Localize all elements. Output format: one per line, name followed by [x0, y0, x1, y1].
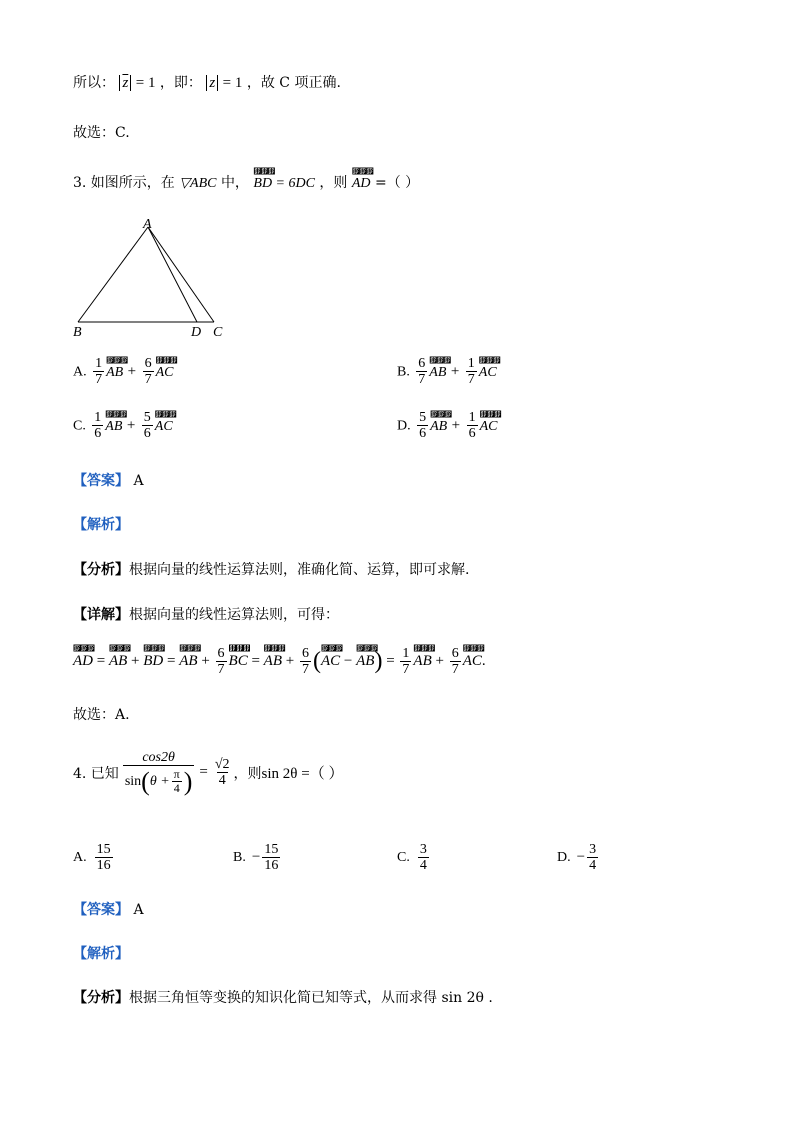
fraction: $\frac{6}{7}$: [301, 646, 309, 677]
paren-open: (: [312, 648, 321, 674]
fraction: $\frac{5}{6}$: [419, 410, 427, 441]
q4-option-d[interactable]: [557, 842, 600, 873]
fraction: $\frac{1}{6}$: [94, 410, 102, 441]
vector-ac: ⴯⴯⴯ AC: [156, 365, 174, 381]
vector-ac: ⴯⴯⴯ AC: [479, 365, 497, 381]
q4-main-fraction: cos2θ sin ( θ + $\frac{\pi}{4}$ ): [124, 750, 193, 796]
fraction: $\frac{1}{7}$: [402, 646, 410, 677]
q3-mid: 中，: [220, 175, 249, 191]
option-letter: B.: [233, 849, 246, 865]
side-ac: [148, 227, 214, 322]
label-d: D: [191, 325, 202, 340]
q4-target: sin 2θ =（ ）: [261, 766, 344, 782]
fraction: $\frac{1}{7}$: [467, 356, 475, 387]
q3-prefix: 3. 如图所示，在: [73, 175, 175, 191]
plus: +: [131, 652, 140, 669]
q3-option-a[interactable]: [73, 356, 173, 387]
fraction: $\frac{1}{6}$: [468, 410, 476, 441]
question-3-stem: [73, 172, 419, 192]
plus: +: [451, 417, 461, 434]
vec-ab: ⴯⴯⴯ AB: [109, 653, 127, 670]
q3-option-d[interactable]: [397, 410, 497, 441]
math-abs-z: z: [206, 75, 218, 91]
q3-fenxi: [73, 559, 469, 579]
math-eq-1: = 1: [135, 75, 156, 91]
label-c: C: [213, 325, 223, 340]
minus: −: [343, 652, 353, 669]
line-so-z-conj: [73, 72, 341, 92]
option-letter: D.: [397, 418, 411, 434]
q4-option-c[interactable]: [397, 842, 431, 873]
vector-ab: ⴯⴯⴯ AB: [106, 365, 123, 381]
fraction: $\frac{6}{7}$: [217, 646, 225, 677]
plus: +: [435, 652, 444, 669]
eq: =: [167, 652, 176, 669]
q3-vector-eq: ⴯⴯⴯ BD = 6DC: [253, 176, 315, 192]
answer-value: A: [133, 473, 144, 489]
q4-prefix: 4. 已知: [73, 765, 119, 782]
fraction: $\frac{6}{7}$: [451, 646, 459, 677]
option-letter: C.: [73, 418, 86, 434]
vec-ab: ⴯⴯⴯ AB: [356, 653, 374, 670]
xiangjie-label: 【详解】: [73, 607, 129, 623]
sign: −: [576, 849, 586, 865]
fraction: $\frac{1}{7}$: [95, 356, 103, 387]
paren-close: ): [374, 648, 383, 674]
q3-derivation: [73, 646, 486, 677]
q3-option-c[interactable]: [73, 410, 173, 441]
answer-label: 【答案】: [73, 473, 129, 489]
option-letter: B.: [397, 364, 410, 380]
q3-tail: =（ ）: [374, 175, 420, 191]
fraction: $\frac{5}{6}$: [143, 410, 151, 441]
q3-analysis-label: 【解析】: [73, 517, 129, 533]
vec-ab: ⴯⴯⴯ AB: [413, 653, 431, 670]
fraction: $\frac{15}{16}$: [264, 842, 279, 873]
eq: =: [386, 652, 395, 669]
vec-ab: ⴯⴯⴯ AB: [264, 653, 282, 670]
q3-vector-ad: ⴯⴯⴯ AD: [352, 176, 371, 192]
eq: =: [96, 652, 106, 669]
q3-choose: 故选：A.: [73, 707, 130, 723]
fenxi-label: 【分析】: [73, 562, 129, 578]
option-letter: A.: [73, 849, 87, 865]
eq: =: [251, 652, 260, 669]
fraction: $\frac{3}{4}$: [419, 842, 427, 873]
triangle-figure: [70, 215, 240, 340]
vector-ab: ⴯⴯⴯ AB: [429, 365, 446, 381]
vector-ac: ⴯⴯⴯ AC: [480, 419, 498, 435]
option-letter: D.: [557, 849, 571, 865]
q4-eq: =: [199, 764, 208, 780]
math-abs-zbar: $\overline{z}$: [119, 75, 131, 91]
segment-ad: [148, 227, 197, 322]
text-suffix: ，故 C 项正确.: [246, 75, 341, 91]
vec-ab: ⴯⴯⴯ AB: [179, 653, 197, 670]
q4-analysis-label: 【解析】: [73, 946, 129, 962]
plus: +: [450, 363, 460, 380]
plus: +: [285, 652, 295, 669]
question-4-stem: [73, 750, 343, 795]
q3-answer: [73, 470, 144, 490]
vec-ad: ⴯⴯⴯ AD: [73, 653, 93, 670]
q4-then: ，则: [233, 765, 262, 782]
fraction: $\frac{6}{7}$: [144, 356, 152, 387]
answer-value: A: [133, 902, 144, 918]
fenxi-text: 根据三角恒等变换的知识化简已知等式，从而求得 sin 2θ .: [129, 990, 493, 1006]
xiangjie-text: 根据向量的线性运算法则，可得：: [129, 607, 339, 623]
text-prefix: 所以：: [73, 75, 115, 91]
sign: −: [251, 849, 261, 865]
vector-ab: ⴯⴯⴯ AB: [105, 419, 122, 435]
q3-triangle: ▽ABC: [179, 176, 217, 191]
answer-label: 【答案】: [73, 902, 129, 918]
q3-then: ，则: [319, 175, 348, 191]
q3-option-b[interactable]: [397, 356, 497, 387]
plus: +: [126, 417, 136, 434]
fraction: $\frac{15}{16}$: [96, 842, 111, 873]
fenxi-label: 【分析】: [73, 990, 129, 1006]
plus: +: [127, 363, 137, 380]
vector-ac: ⴯⴯⴯ AC: [155, 419, 173, 435]
q4-answer: [73, 899, 144, 919]
label-b: B: [73, 325, 82, 340]
q3-xiangjie: [73, 604, 339, 624]
side-ab: [78, 227, 148, 322]
vector-ab: ⴯⴯⴯ AB: [430, 419, 447, 435]
q4-rhs-fraction: $\frac{√2}{4}$: [214, 757, 230, 788]
fenxi-text: 根据向量的线性运算法则，准确化简、运算，即可求解.: [129, 562, 470, 578]
fraction: $\frac{3}{4}$: [589, 842, 597, 873]
vec-ac: ⴯⴯⴯ AC: [321, 653, 340, 670]
math-eq-2: = 1: [222, 75, 243, 91]
text-mid: ，即：: [159, 75, 202, 91]
q4-fenxi: [73, 987, 493, 1007]
vec-bd: ⴯⴯⴯ BD: [143, 653, 163, 670]
option-letter: C.: [397, 849, 410, 865]
option-letter: A.: [73, 364, 87, 380]
choose-c: 故选：C.: [73, 125, 130, 141]
period: .: [481, 652, 486, 669]
plus: +: [201, 652, 210, 669]
vec-ac: ⴯⴯⴯ AC: [463, 653, 482, 670]
q4-option-a[interactable]: [73, 842, 115, 873]
q4-option-b[interactable]: [233, 842, 282, 873]
label-a: A: [143, 217, 152, 232]
fraction: $\frac{6}{7}$: [418, 356, 426, 387]
vec-bc: ⴯⴯⴯ BC: [229, 653, 248, 670]
